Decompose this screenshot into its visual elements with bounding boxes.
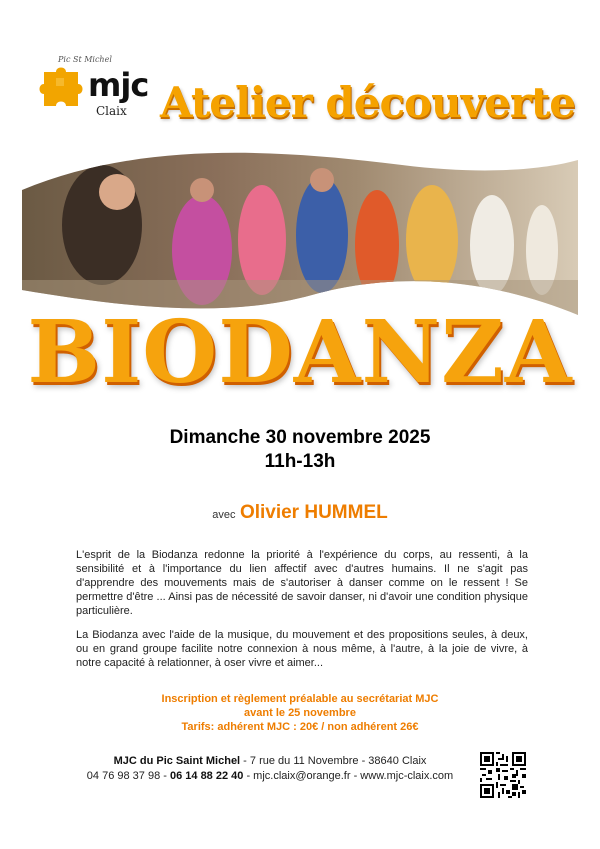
logo-town: Claix <box>96 104 127 118</box>
facilitator-line <box>0 502 600 524</box>
event-datetime <box>0 426 600 474</box>
event-time: 11h-13h <box>264 451 336 472</box>
registration-line-1: Inscription et règlement préalable au secrétariat MJC <box>161 693 439 705</box>
headline: BIODANZA <box>27 302 573 403</box>
logo-pic-saint-michel: Pic St Michel <box>58 55 112 64</box>
event-date: Dimanche 30 novembre 2025 <box>169 427 431 448</box>
facilitator-name: Olivier HUMMEL <box>239 502 388 523</box>
page-title: Atelier découverte <box>160 78 575 127</box>
phone-1: 04 76 98 37 98 - <box>86 770 170 782</box>
with-prefix: avec <box>212 509 236 521</box>
phone-2: 06 14 88 22 40 <box>169 770 244 782</box>
org-name: MJC du Pic Saint Michel <box>113 755 241 767</box>
puzzle-icon <box>38 62 90 112</box>
mjc-logo <box>38 52 149 132</box>
registration-line-2: avant le 25 novembre <box>244 707 356 719</box>
registration-info <box>0 692 600 734</box>
pricing-line: Tarifs: adhérent MJC : 20€ / non adhérent 26€ <box>181 721 419 733</box>
dancers-photo <box>22 130 578 330</box>
qr-code-icon <box>480 752 526 798</box>
org-address: - 7 rue du 11 Novembre - 38640 Claix <box>240 755 427 767</box>
description-paragraph-2: La Biodanza avec l'aide de la musique, du mouvement et des propositions seules, à deux, ou en grand groupe facilite notre connexion à nous même, à l'autre, à la joie de vivre, à notre capacité à relationner, à oser vivre et aimer... <box>76 629 528 669</box>
email-website: - mjc.claix@orange.fr - www.mjc-claix.com <box>243 770 454 782</box>
footer-address-line <box>60 754 480 769</box>
footer-contact <box>60 754 480 784</box>
description-paragraph-1: L'esprit de la Biodanza redonne la priorité à l'expérience du corps, au ressenti, à la sensibilité et à l'importance du lien affectif avec d'autres humains. Il ne s'agit pas d'apprendre des mouvements mais de s'autoriser à danser comme on le ressent ! Se permettre d'être ... Ainsi pas de nécessité de savoir danser, ni d'avoir une condition physique particulière. <box>76 549 528 617</box>
logo-brand: mjc <box>88 66 149 104</box>
footer-contact-line <box>60 769 480 784</box>
